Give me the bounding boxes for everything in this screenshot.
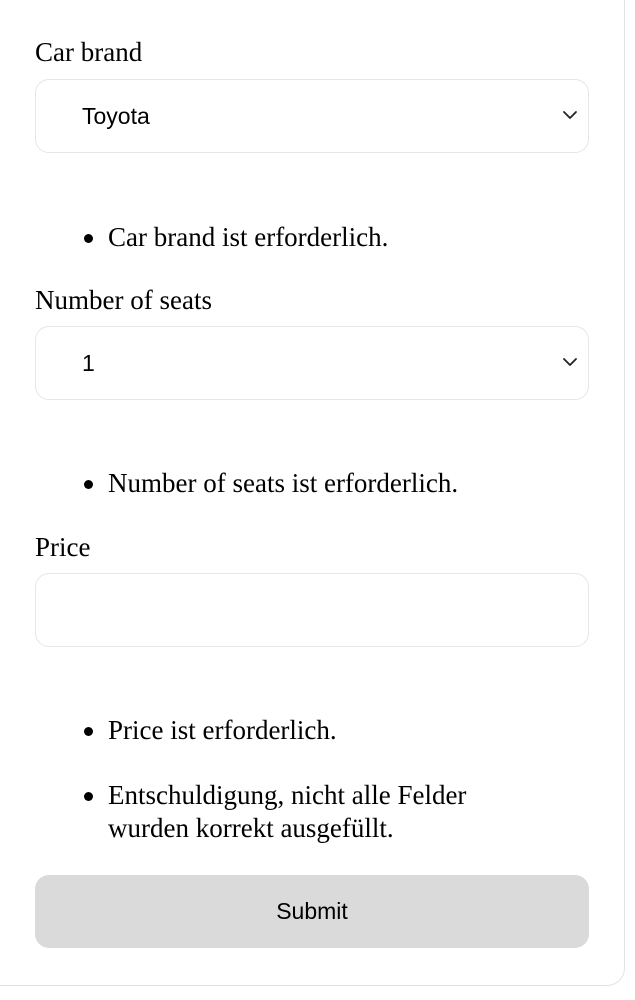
seats-error-list [0, 467, 508, 500]
price-error-message: Price ist erforderlich. [0, 714, 508, 747]
seats-select[interactable] [35, 326, 589, 400]
form-error-message: Entschuldigung, nicht alle Felder wurden korrekt ausgefüllt. [0, 779, 508, 845]
seats-label: Number of seats [35, 285, 212, 315]
car-brand-error-list [0, 221, 508, 254]
chevron-down-icon [562, 354, 578, 370]
car-brand-label: Car brand [35, 37, 143, 67]
car-brand-error-message: Car brand ist erforderlich. [0, 221, 508, 254]
price-input[interactable] [35, 573, 589, 647]
seats-selected-value: 1 [82, 350, 95, 376]
car-brand-select[interactable] [35, 79, 589, 153]
chevron-down-icon [562, 107, 578, 123]
price-error-list [0, 714, 508, 747]
submit-button[interactable]: Submit [35, 875, 589, 948]
form-error-list [0, 779, 508, 845]
seats-error-message: Number of seats ist erforderlich. [0, 467, 508, 500]
price-label: Price [35, 532, 91, 562]
car-brand-selected-value: Toyota [82, 103, 150, 129]
